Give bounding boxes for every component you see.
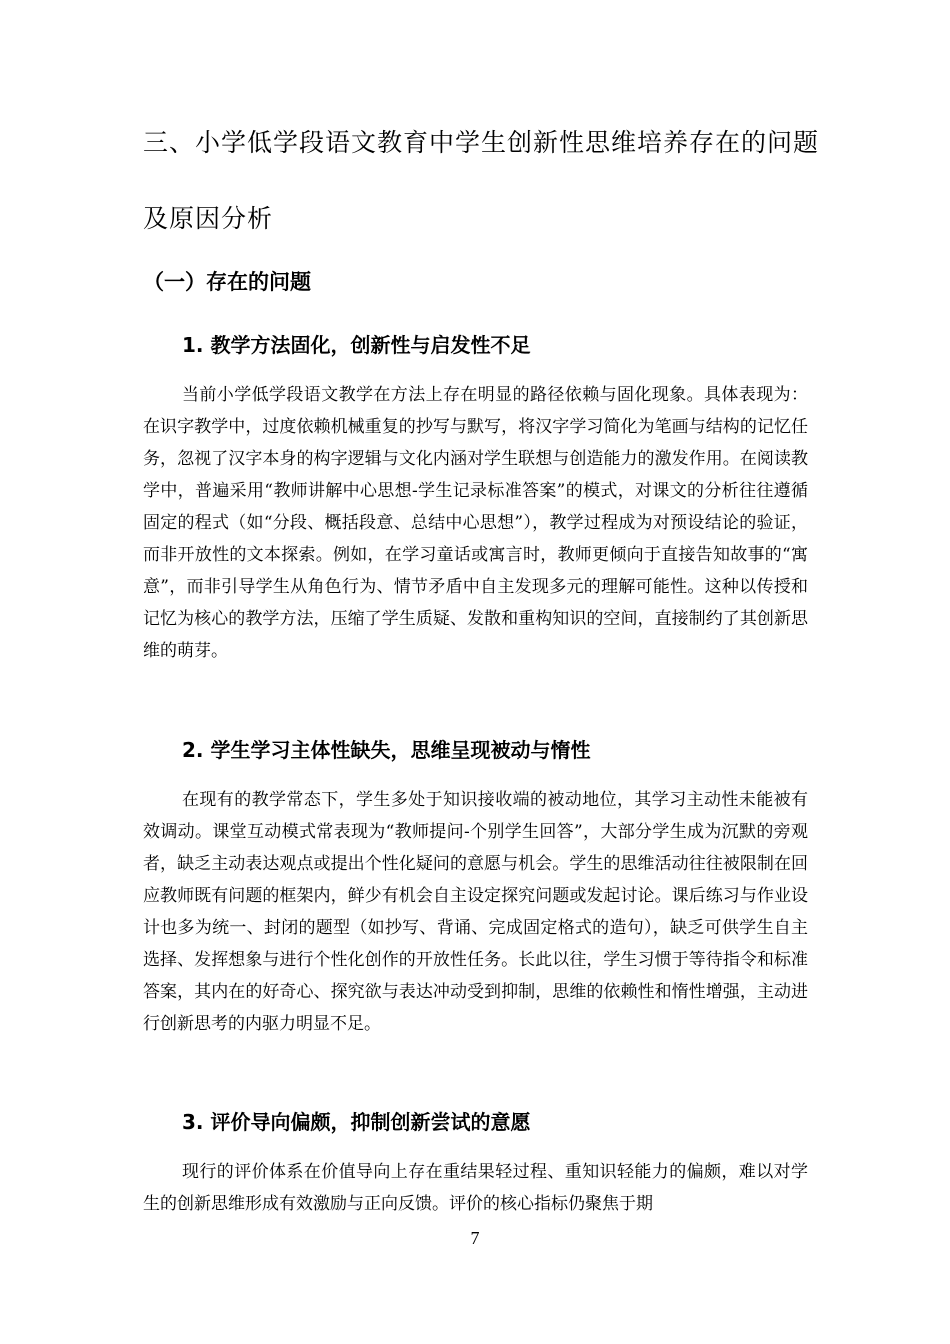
item-heading-2: 2. 学生学习主体性缺失，思维呈现被动与惰性 (182, 738, 591, 762)
subsection-title: （一）存在的问题 (143, 270, 311, 294)
item-paragraph-3: 现行的评价体系在价值导向上存在重结果轻过程、重知识轻能力的偏颇，难以对学生的创新思维形成有效激励与正向反馈。评价的核心指标仍聚焦于期 (143, 1162, 808, 1214)
section-title: 三、小学低学段语文教育中学生创新性思维培养存在的问题及原因分析 (143, 128, 820, 233)
item-heading-1: 1. 教学方法固化，创新性与启发性不足 (182, 333, 531, 357)
item-paragraph-1: 当前小学低学段语文教学在方法上存在明显的路径依赖与固化现象。具体表现为：在识字教学中，过度依赖机械重复的抄写与默写，将汉字学习简化为笔画与结构的记忆任务，忽视了汉字本身的构字逻辑与文化内涵对学生联想与创造能力的激发作用。在阅读教学中，普遍采用“教师讲解中心思想-学生记录标准答案”的模式，对课文的分析往往遵循固定的程式（如“分段、概括段意、总结中心思想”），教学过程成为对预设结论的验证，而非开放性的文本探索。例如，在学习童话或寓言时，教师更倾向于直接告知故事的“寓意”，而非引导学生从角色行为、情节矛盾中自主发现多元的理解可能性。这种以传授和记忆为核心的教学方法，压缩了学生质疑、发散和重构知识的空间，直接制约了其创新思维的萌芽。 (143, 385, 808, 661)
item-paragraph-2: 在现有的教学常态下，学生多处于知识接收端的被动地位，其学习主动性未能被有效调动。课堂互动模式常表现为“教师提问-个别学生回答”，大部分学生成为沉默的旁观者，缺乏主动表达观点或提出个性化疑问的意愿与机会。学生的思维活动往往被限制在回应教师既有问题的框架内，鲜少有机会自主设定探究问题或发起讨论。课后练习与作业设计也多为统一、封闭的题型（如抄写、背诵、完成固定格式的造句），缺乏可供学生自主选择、发挥想象与进行个性化创作的开放性任务。长此以往，学生习惯于等待指令和标准答案，其内在的好奇心、探究欲与表达冲动受到抑制，思维的依赖性和惰性增强，主动进行创新思考的内驱力明显不足。 (143, 790, 808, 1034)
page-number: 7 (470, 1228, 480, 1248)
item-heading-3: 3. 评价导向偏颇，抑制创新尝试的意愿 (182, 1110, 531, 1134)
